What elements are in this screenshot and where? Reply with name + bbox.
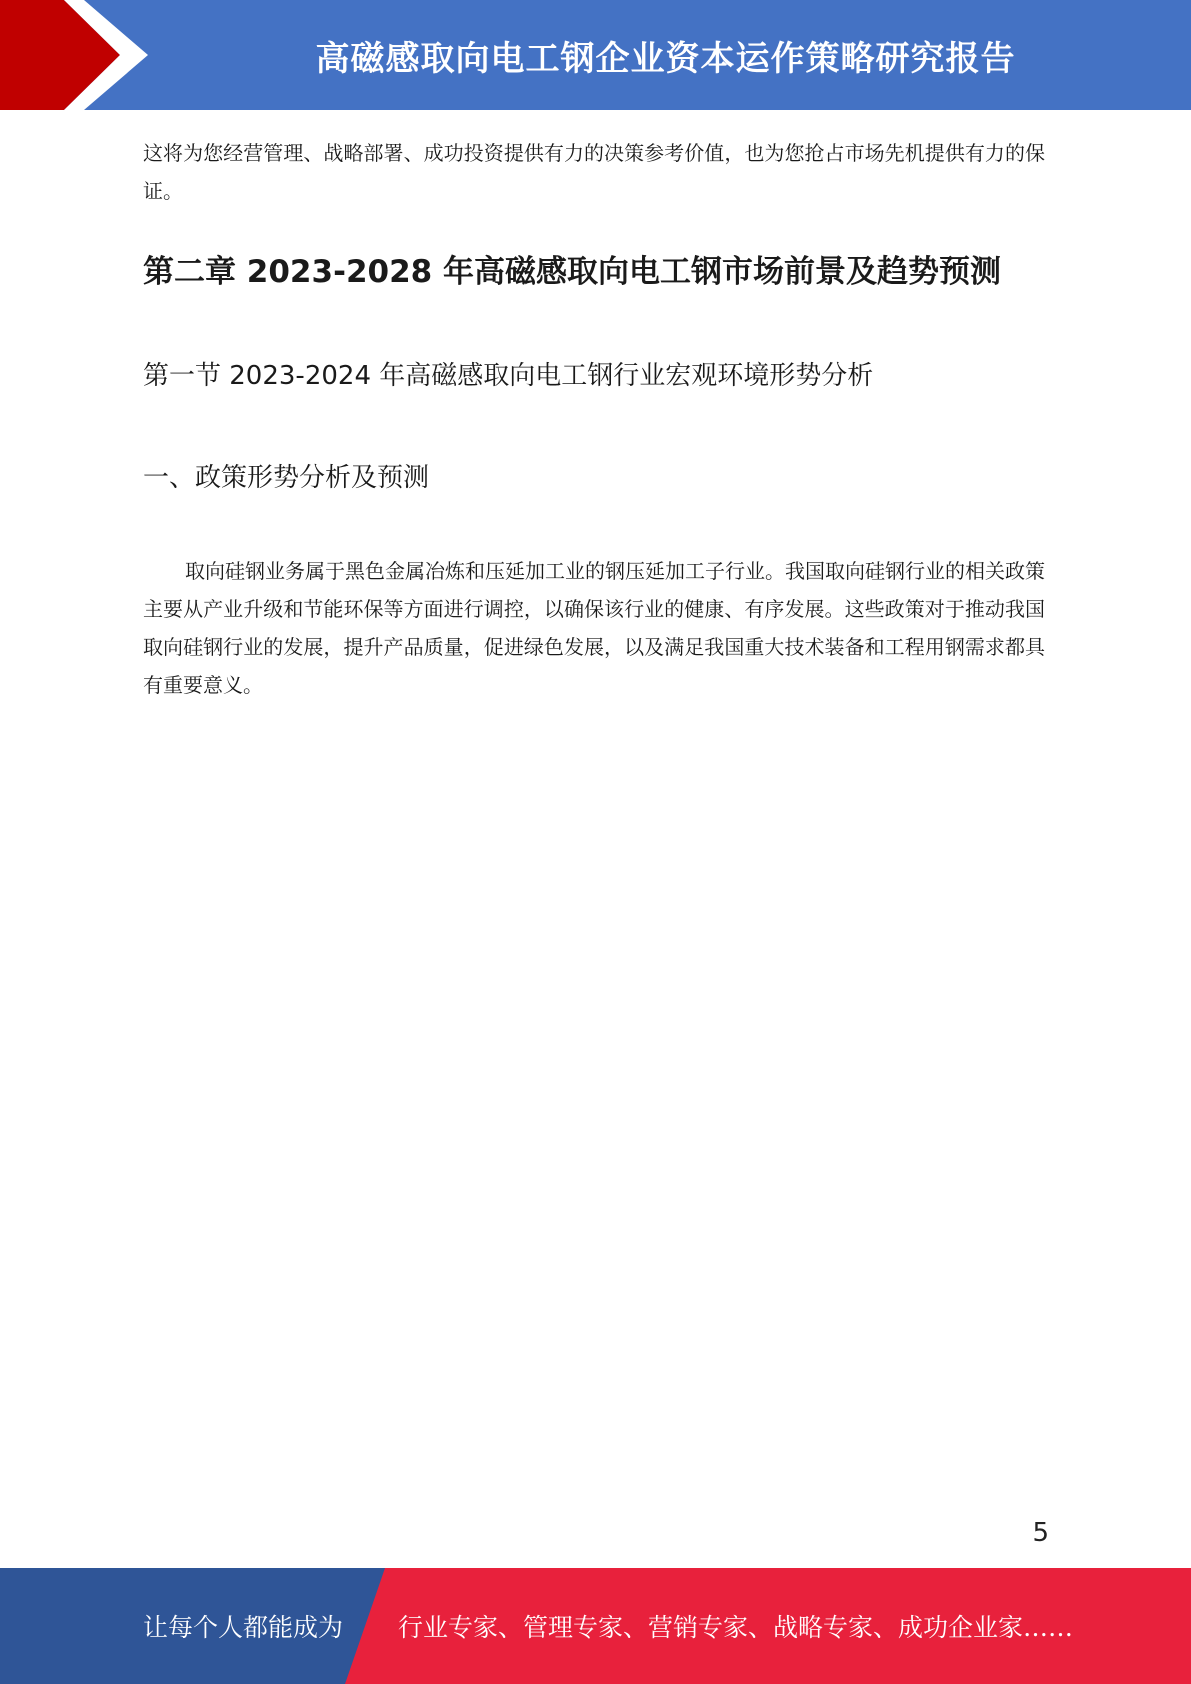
subsection-heading: 一、政策形势分析及预测 <box>143 463 430 493</box>
chapter-heading: 第二章 2023-2028 年高磁感取向电工钢市场前景及趋势预测 <box>143 254 1002 290</box>
body-paragraph: 取向硅钢业务属于黑色金属冶炼和压延加工业的钢压延加工子行业。我国取向硅钢行业的相关政策主要从产业升级和节能环保等方面进行调控，以确保该行业的健康、有序发展。这些政策对于推动我国取向硅钢行业的发展，提升产品质量，促进绿色发展，以及满足我国重大技术装备和工程用钢需求都具有重要意义。 <box>143 559 1045 697</box>
header-red-chevron <box>0 0 150 110</box>
page-header <box>0 0 1191 110</box>
footer-slogan-right: 行业专家、管理专家、营销专家、战略专家、成功企业家…… <box>398 1613 1074 1642</box>
page-footer <box>0 1568 1191 1684</box>
footer-slogan-left: 让每个人都能成为 <box>143 1613 344 1642</box>
intro-paragraph: 这将为您经营管理、战略部署、成功投资提供有力的决策参考价值，也为您抢占市场先机提供有力的保证。 <box>143 141 1045 203</box>
report-title: 高磁感取向电工钢企业资本运作策略研究报告 <box>315 38 1016 79</box>
page-number: 5 <box>1032 1518 1049 1548</box>
section-heading: 第一节 2023-2024 年高磁感取向电工钢行业宏观环境形势分析 <box>143 361 874 391</box>
